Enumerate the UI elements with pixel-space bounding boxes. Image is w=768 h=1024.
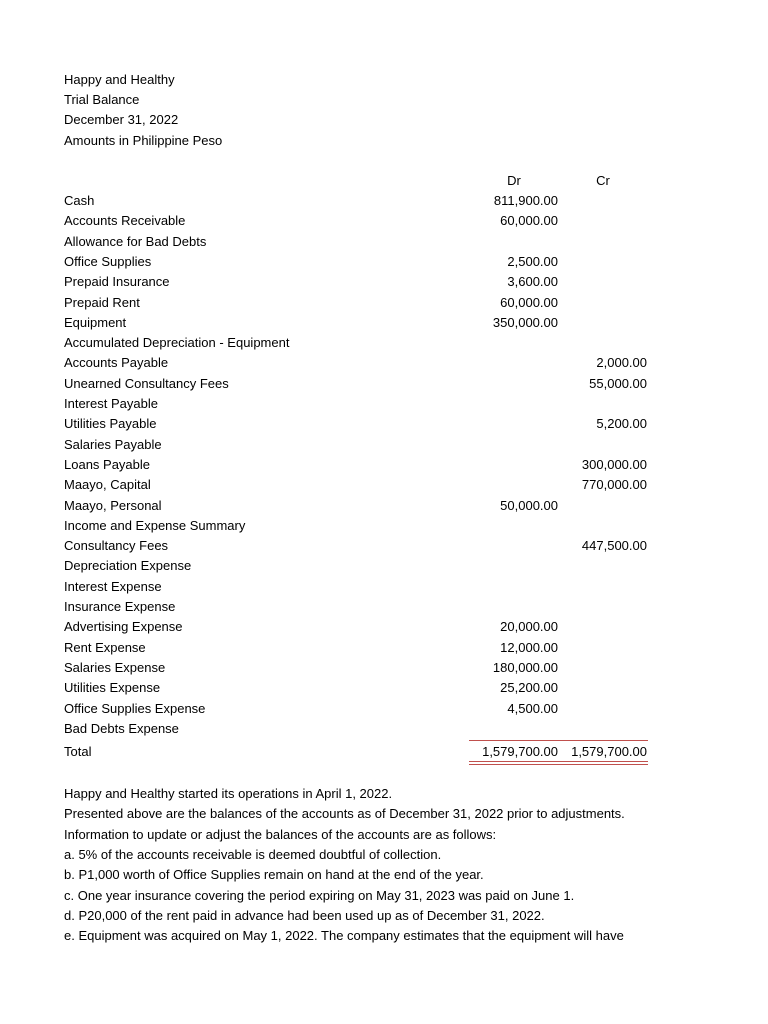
total-row <box>0 742 768 762</box>
debit-amount: 180,000.00 <box>492 659 558 675</box>
debit-amount: 350,000.00 <box>492 314 558 330</box>
total-label: Total <box>64 744 92 759</box>
account-name: Maayo, Personal <box>64 497 162 513</box>
account-name: Maayo, Capital <box>64 477 151 493</box>
account-row <box>0 475 768 495</box>
total-debit: 1,579,700.00 <box>482 744 558 759</box>
credit-amount: 447,500.00 <box>581 538 647 554</box>
report-title: Trial Balance <box>64 92 140 107</box>
account-name: Advertising Expense <box>64 619 183 635</box>
account-row <box>0 435 768 455</box>
note-line: Information to update or adjust the balances of the accounts are as follows: <box>64 826 497 842</box>
account-name: Accounts Payable <box>64 355 169 371</box>
account-name: Prepaid Rent <box>64 294 140 310</box>
total-double-underline-2 <box>469 764 648 765</box>
account-name: Insurance Expense <box>64 599 176 614</box>
note-line: a. 5% of the accounts receivable is deemed doubtful of collection. <box>64 846 442 862</box>
account-name: Interest Payable <box>64 396 158 411</box>
account-name: Depreciation Expense <box>64 558 192 574</box>
account-name: Income and Expense Summary <box>64 517 246 533</box>
account-name: Office Supplies <box>64 253 152 269</box>
note-line: Happy and Healthy started its operations in April 1, 2022. <box>64 786 393 801</box>
account-row <box>0 191 768 211</box>
note-line: c. One year insurance covering the period expiring on May 31, 2023 was paid on June 1. <box>64 887 575 903</box>
account-row <box>0 699 768 719</box>
account-row <box>0 617 768 637</box>
debit-amount: 4,500.00 <box>507 700 558 716</box>
account-row <box>0 678 768 698</box>
account-name: Rent Expense <box>64 639 146 655</box>
account-name: Accumulated Depreciation - Equipment <box>64 335 290 351</box>
debit-amount: 60,000.00 <box>500 294 558 310</box>
note-line: b. P1,000 worth of Office Supplies remain on hand at the end of the year. <box>64 867 484 883</box>
debit-amount: 60,000.00 <box>500 213 558 229</box>
account-name: Utilities Payable <box>64 416 157 432</box>
account-name: Interest Expense <box>64 578 162 594</box>
account-row <box>0 272 768 292</box>
currency-note: Amounts in Philippine Peso <box>64 133 223 148</box>
total-top-border <box>469 740 648 741</box>
account-name: Equipment <box>64 314 127 330</box>
account-name: Bad Debts Expense <box>64 720 179 736</box>
debit-amount: 25,200.00 <box>500 680 558 696</box>
debit-amount: 811,900.00 <box>493 193 558 208</box>
account-name: Cash <box>64 193 95 208</box>
account-row <box>0 638 768 658</box>
total-credit: 1,579,700.00 <box>571 744 647 759</box>
debit-amount: 20,000.00 <box>500 619 558 635</box>
account-name: Loans Payable <box>64 456 151 472</box>
account-row <box>0 597 768 617</box>
account-row <box>0 536 768 556</box>
credit-amount: 55,000.00 <box>589 375 647 391</box>
debit-amount: 2,500.00 <box>507 253 558 269</box>
total-double-underline-1 <box>469 761 648 762</box>
debit-column-header: Dr <box>507 173 521 188</box>
credit-amount: 5,200.00 <box>596 416 647 432</box>
account-row <box>0 374 768 394</box>
debit-amount: 50,000.00 <box>500 497 558 513</box>
account-name: Prepaid Insurance <box>64 274 170 290</box>
account-name: Consultancy Fees <box>64 538 169 554</box>
account-row <box>0 719 768 739</box>
account-row <box>0 516 768 536</box>
account-row <box>0 496 768 516</box>
account-row <box>0 556 768 576</box>
account-row <box>0 455 768 475</box>
account-row <box>0 333 768 353</box>
credit-column-header: Cr <box>596 173 610 188</box>
company-name: Happy and Healthy <box>64 72 175 87</box>
account-row <box>0 414 768 434</box>
credit-amount: 300,000.00 <box>581 456 647 472</box>
report-date: December 31, 2022 <box>64 112 179 127</box>
account-name: Unearned Consultancy Fees <box>64 375 229 391</box>
credit-amount: 2,000.00 <box>596 355 647 371</box>
note-line: d. P20,000 of the rent paid in advance had been used up as of December 31, 2022. <box>64 907 545 923</box>
account-row <box>0 353 768 373</box>
credit-amount: 770,000.00 <box>581 477 647 493</box>
account-name: Office Supplies Expense <box>64 700 206 716</box>
debit-amount: 3,600.00 <box>507 274 558 290</box>
account-row <box>0 252 768 272</box>
account-name: Allowance for Bad Debts <box>64 233 207 249</box>
account-row <box>0 394 768 414</box>
account-row <box>0 232 768 252</box>
account-name: Salaries Expense <box>64 659 166 675</box>
note-line: Presented above are the balances of the accounts as of December 31, 2022 prior to adjustments. <box>64 806 625 822</box>
account-name: Salaries Payable <box>64 436 162 452</box>
account-name: Utilities Expense <box>64 680 161 696</box>
account-row <box>0 211 768 231</box>
account-row <box>0 658 768 678</box>
account-row <box>0 577 768 597</box>
account-name: Accounts Receivable <box>64 213 186 229</box>
account-row <box>0 293 768 313</box>
account-row <box>0 313 768 333</box>
debit-amount: 12,000.00 <box>500 639 558 655</box>
note-line: e. Equipment was acquired on May 1, 2022. The company estimates that the equipment will have <box>64 928 624 944</box>
